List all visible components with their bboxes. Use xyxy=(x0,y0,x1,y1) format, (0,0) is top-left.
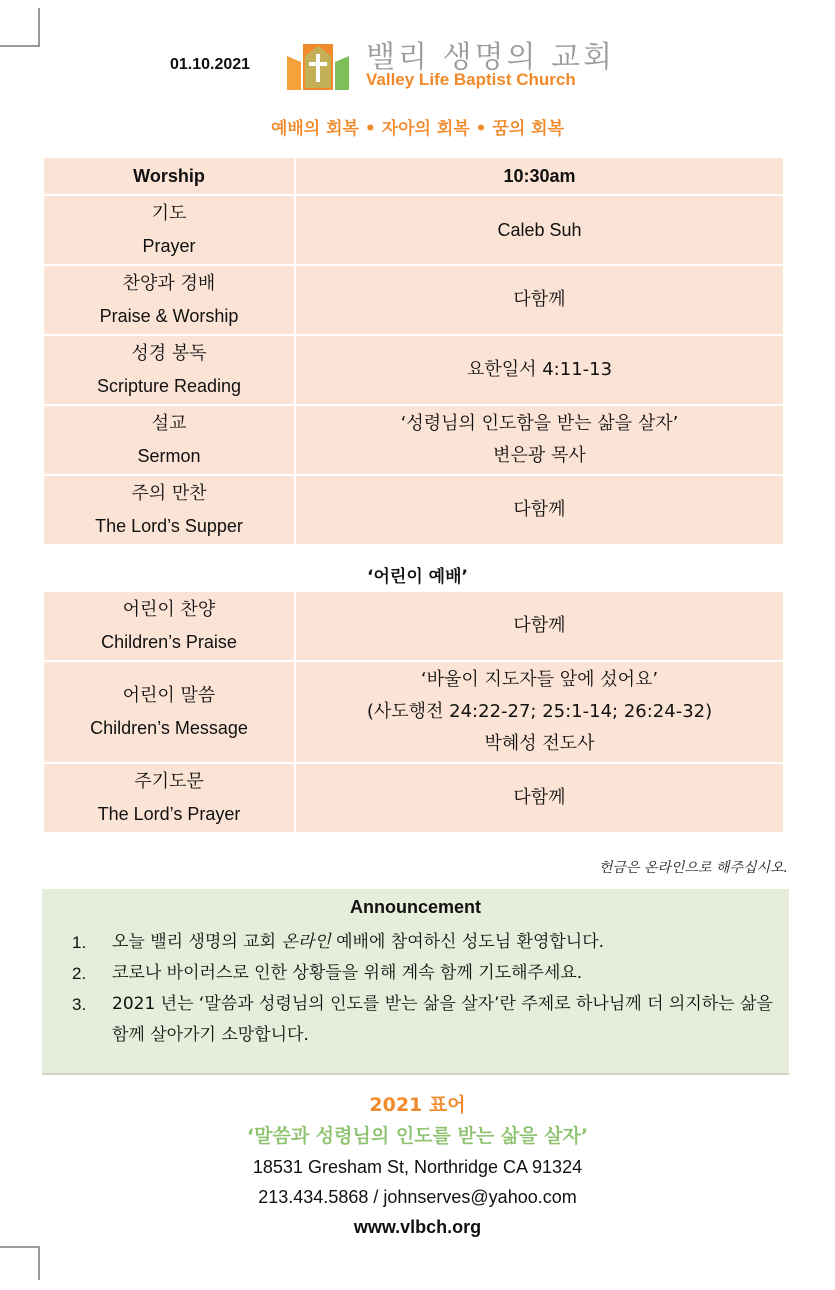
service-item-en: Children’s Praise xyxy=(101,632,237,652)
service-item-kr: 성경 봉독 xyxy=(131,343,207,364)
list-text: 코로나 바이러스로 인한 상황들을 위해 계속 함께 기도해주세요. xyxy=(112,963,583,983)
table-row xyxy=(43,405,784,475)
service-item-en: Prayer xyxy=(142,236,196,256)
table-row xyxy=(43,195,784,265)
service-leader xyxy=(295,405,784,475)
service-item-kr: 어린이 찬양 xyxy=(122,599,216,620)
service-detail: 다함께 xyxy=(513,289,566,310)
service-leader xyxy=(295,591,784,661)
message-title: ‘바울이 지도자들 앞에 섰어요’ xyxy=(420,669,659,690)
service-item xyxy=(43,405,295,475)
crop-mark-bottom-horizontal xyxy=(0,1246,40,1248)
church-address: 18531 Gresham St, Northridge CA 91324 xyxy=(252,1157,583,1177)
church-name-english: Valley Life Baptist Church xyxy=(366,70,576,89)
table-row xyxy=(43,591,784,661)
offering-note: 헌금은 온라인으로 해주십시오. xyxy=(598,860,788,876)
list-number: 2. xyxy=(72,964,87,983)
table-row xyxy=(43,763,784,833)
bulletin-footer xyxy=(0,1090,835,1242)
service-item-en: The Lord’s Prayer xyxy=(97,804,241,824)
service-item-en: Scripture Reading xyxy=(96,376,242,396)
service-detail: Caleb Suh xyxy=(497,220,582,240)
service-item xyxy=(43,475,295,545)
service-item xyxy=(43,763,295,833)
list-text-part: 오늘 밸리 생명의 교회 xyxy=(112,932,282,952)
sermon-preacher: 변은광 목사 xyxy=(493,445,586,466)
sermon-title: ‘성령님의 인도함을 받는 삶을 살자’ xyxy=(400,413,679,434)
service-item-en: The Lord’s Supper xyxy=(95,516,243,536)
service-leader xyxy=(295,763,784,833)
service-item-kr: 설교 xyxy=(151,413,187,434)
table-row xyxy=(43,475,784,545)
service-item xyxy=(43,265,295,335)
list-item xyxy=(72,989,782,1051)
table-row xyxy=(43,265,784,335)
announcement-list xyxy=(72,927,782,1051)
service-item-kr: 기도 xyxy=(151,203,187,224)
service-item-en: Praise & Worship xyxy=(99,306,239,326)
list-text-part: 예배에 참여하신 성도님 환영합니다. xyxy=(330,932,605,952)
service-detail: 요한일서 4:11-13 xyxy=(466,359,613,380)
children-worship-title: ‘어린이 예배’ xyxy=(367,567,468,587)
table-row xyxy=(43,661,784,763)
church-website: www.vlbch.org xyxy=(353,1217,482,1237)
message-speaker: 박혜성 전도사 xyxy=(484,733,595,754)
table-header-row xyxy=(43,157,784,195)
list-text xyxy=(112,927,782,958)
service-detail: 다함께 xyxy=(513,787,566,808)
service-leader xyxy=(295,475,784,545)
service-item-kr: 주기도문 xyxy=(134,771,204,792)
service-item xyxy=(43,195,295,265)
service-item xyxy=(43,591,295,661)
service-detail: 다함께 xyxy=(513,499,566,520)
theme-year: 2021 표어 xyxy=(369,1094,466,1116)
service-detail: 다함께 xyxy=(513,615,566,636)
announcement-title: Announcement xyxy=(349,897,481,917)
announcement-box xyxy=(42,889,789,1075)
children-worship-table xyxy=(42,590,785,834)
list-text-italic: 온라인 xyxy=(281,932,331,952)
bulletin-date: 01.10.2021 xyxy=(170,56,251,73)
church-name-korean: 밸리 생명의 교회 xyxy=(366,40,615,75)
list-item xyxy=(72,927,782,958)
table-row xyxy=(43,335,784,405)
crop-mark-bottom-vertical xyxy=(38,1246,40,1280)
worship-header: Worship xyxy=(43,157,295,195)
service-item-kr: 찬양과 경배 xyxy=(122,273,216,294)
service-leader xyxy=(295,661,784,763)
service-item-kr: 주의 만찬 xyxy=(131,483,207,504)
service-item-kr: 어린이 말씀 xyxy=(122,685,216,706)
list-number: 1. xyxy=(72,933,87,952)
list-text: 2021 년는 ‘말씀과 성령님의 인도를 받는 삶을 살자’란 주제로 하나님께 더 의지하는 삶을 함께 살아가기 소망합니다. xyxy=(112,994,773,1045)
service-item xyxy=(43,661,295,763)
theme-text: ‘말씀과 성령님의 인도를 받는 삶을 살자’ xyxy=(246,1125,589,1147)
service-leader xyxy=(295,195,784,265)
service-item-en: Sermon xyxy=(137,446,201,466)
list-number: 3. xyxy=(72,995,87,1014)
slogan: 예배의 회복 • 자아의 회복 • 꿈의 회복 xyxy=(270,119,565,139)
service-item xyxy=(43,335,295,405)
list-item xyxy=(72,958,782,989)
service-leader xyxy=(295,265,784,335)
service-item-en: Children’s Message xyxy=(90,718,248,738)
bulletin-header xyxy=(0,30,835,100)
worship-time: 10:30am xyxy=(295,157,784,195)
church-contact: 213.434.5868 / johnserves@yahoo.com xyxy=(258,1187,577,1207)
service-leader xyxy=(295,335,784,405)
church-logo-icon xyxy=(287,38,349,90)
message-scripture: (사도행전 24:22-27; 25:1-14; 26:24-32) xyxy=(366,701,713,722)
worship-order-table xyxy=(42,156,785,546)
